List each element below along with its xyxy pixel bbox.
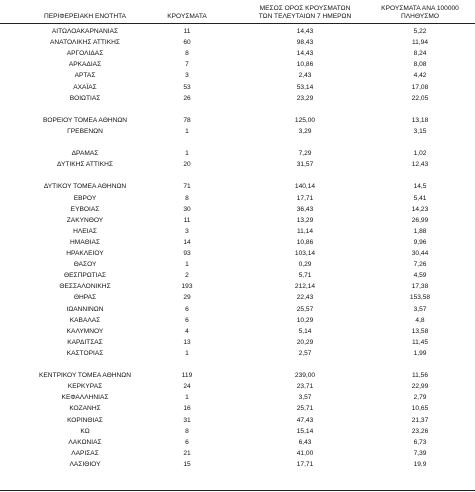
avg-cell: 10,86 [296,238,314,246]
cases-cell: 8 [185,427,189,435]
table-row [0,227,475,238]
per100k-cell: 13,58 [411,327,429,335]
avg-cell: 13,29 [296,216,314,224]
avg-cell: 25,71 [296,405,314,413]
per100k-cell: 8,24 [413,50,427,58]
avg-cell: 10,29 [296,316,314,324]
per100k-cell: 11,94 [411,39,428,47]
table-row [0,349,475,360]
avg-cell: 14,43 [296,50,314,58]
per100k-cell: 6,73 [413,438,427,446]
per100k-cell: 13,18 [411,116,429,124]
table-row [0,305,475,316]
cases-cell: 1 [185,150,189,158]
per100k-cell: 12,43 [411,161,429,169]
per100k-cell: 4,59 [413,272,427,280]
table-row [0,382,475,393]
per100k-cell: 10,65 [411,405,429,413]
cases-cell: 1 [185,127,189,135]
region-cell: ΗΡΑΚΛΕΙΟΥ [66,250,104,257]
region-cell: ΘΕΣΠΡΩΤΙΑΣ [63,272,107,280]
cases-cell: 2 [185,272,189,280]
per100k-cell: 5,41 [413,194,427,202]
region-cell: ΚΑΣΤΟΡΙΑΣ [66,349,104,357]
region-cell: ΔΥΤΙΚΗΣ ΑΤΤΙΚΗΣ [57,161,113,169]
cases-cell: 53 [183,83,191,91]
table-row [0,94,475,105]
per100k-cell: 17,08 [411,83,429,91]
table-row [0,449,475,460]
avg-cell: 0,29 [298,261,312,269]
cases-cell: 93 [183,250,191,257]
avg-cell: 212,14 [294,283,316,291]
per100k-cell: 11,45 [411,338,428,346]
region-cell: ΛΑΡΙΣΑΣ [71,449,99,457]
region-cell: ΓΡΕΒΕΝΩΝ [67,127,103,135]
cases-cell: 60 [183,39,191,47]
table-row [0,327,475,338]
region-cell: ΕΥΒΟΙΑΣ [70,205,100,213]
avg-cell: 125,00 [294,116,316,124]
cases-cell: 3 [185,72,189,80]
region-cell: ΕΒΡΟΥ [73,194,97,202]
cases-cell: 31 [183,416,191,424]
avg-cell: 3,29 [298,127,312,135]
table-row [0,127,475,138]
cases-cell: 1 [185,394,189,402]
cases-cell: 30 [183,205,191,213]
table-row [0,182,475,193]
cases-cell: 11 [183,216,191,224]
avg-cell: 31,57 [296,161,314,169]
avg-cell: 15,14 [296,427,314,435]
per100k-cell: 1,02 [413,150,427,158]
avg-cell: 2,43 [298,72,312,80]
table-row [0,338,475,349]
per100k-cell: 4,8 [415,316,425,324]
table-row [0,116,475,127]
per100k-cell: 11,56 [411,372,428,380]
cases-cell: 8 [185,50,189,58]
region-cell: ΙΩΑΝΝΙΝΩΝ [66,305,104,313]
avg-cell: 140,14 [294,183,316,191]
region-cell: ΒΟΙΩΤΙΑΣ [69,94,101,102]
per100k-cell: 7,26 [413,261,427,269]
region-cell: ΗΛΕΙΑΣ [73,227,97,235]
cases-cell: 29 [183,294,191,302]
per100k-cell: 3,57 [413,305,427,313]
region-cell: ΗΜΑΘΙΑΣ [70,238,100,246]
region-cell: ΑΙΤΩΛΟΑΚΑΡΝΑΝΙΑΣ [51,28,119,35]
region-cell: ΘΕΣΣΑΛΟΝΙΚΗΣ [59,283,111,291]
cases-cell: 13 [183,338,191,346]
avg-cell: 23,71 [296,383,314,391]
avg-cell: 103,14 [294,250,316,257]
cases-cell: 6 [185,316,189,324]
region-cell: ΛΑΣΙΘΙΟΥ [69,460,101,468]
cases-cell: 21 [183,449,191,457]
table-row [0,216,475,227]
avg-cell: 5,71 [298,272,312,280]
cases-cell: 26 [183,94,191,102]
avg-cell: 10,86 [296,61,314,69]
cases-cell: 4 [185,327,189,335]
cases-cell: 11 [183,28,191,35]
cases-cell: 6 [185,438,189,446]
per100k-cell: 14,23 [411,205,429,213]
avg-cell: 3,57 [298,394,312,402]
avg-cell: 20,29 [296,338,314,346]
region-cell: ΔΡΑΜΑΣ [71,150,99,158]
table-row [0,60,475,71]
table-row [0,71,475,82]
cases-cell: 78 [183,116,191,124]
avg-cell: 17,71 [296,460,314,468]
cases-cell: 6 [185,305,189,313]
region-cell: ΛΑΚΩΝΙΑΣ [68,438,102,446]
per100k-cell: 153,58 [409,294,431,302]
cases-cell: 8 [185,194,189,202]
header-per100k-line2: ΠΛΗΘΥΣΜΟ [401,13,439,20]
per100k-cell: 8,08 [413,61,427,69]
avg-cell: 47,43 [296,416,314,424]
table-row [0,460,475,471]
table-row [0,282,475,293]
region-cell: ΘΗΡΑΣ [73,294,97,302]
per100k-cell: 23,26 [411,427,429,435]
per100k-cell: 1,99 [413,349,427,357]
region-cell: ΚΕΝΤΡΙΚΟΥ ΤΟΜΕΑ ΑΘΗΝΩΝ [39,372,131,380]
table-row [0,316,475,327]
avg-cell: 41,00 [296,449,314,457]
region-cell: ΑΡΚΑΔΙΑΣ [68,61,102,69]
avg-cell: 7,29 [298,150,312,158]
per100k-cell: 1,88 [413,227,427,235]
header-cases: ΚΡΟΥΣΜΑΤΑ [167,13,207,20]
avg-cell: 36,43 [296,205,314,213]
region-cell: ΒΟΡΕΙΟΥ ΤΟΜΕΑ ΑΘΗΝΩΝ [42,116,128,124]
cases-cell: 71 [183,183,191,191]
table-row [0,160,475,171]
table-row [0,293,475,304]
header-region: ΠΕΡΙΦΕΡΕΙΑΚΗ ΕΝΟΤΗΤΑ [43,13,127,20]
region-cell: ΚΕΦΑΛΛΗΝΙΑΣ [61,394,109,402]
region-cell: ΑΧΑΪΑΣ [73,83,97,91]
per100k-cell: 7,39 [413,449,427,457]
table-row [0,49,475,60]
table-row [0,416,475,427]
per100k-cell: 19,9 [413,460,427,468]
per100k-cell: 22,99 [411,383,429,391]
region-cell: ΚΑΛΥΜΝΟΥ [66,327,104,335]
table-row [0,404,475,415]
region-cell: ΑΡΤΑΣ [74,72,96,80]
region-cell: ΚΑΒΑΛΑΣ [69,316,101,324]
header-avg-line1: ΜΕΣΟΣ ΟΡΟΣ ΚΡΟΥΣΜΑΤΩΝ [259,5,351,12]
avg-cell: 25,57 [296,305,314,313]
per100k-cell: 21,37 [411,416,429,424]
table-row [0,249,475,260]
cases-cell: 15 [183,460,191,468]
per100k-cell: 26,99 [411,216,429,224]
per100k-cell: 2,79 [413,394,427,402]
per100k-cell: 17,38 [411,283,429,291]
region-cell: ΖΑΚΥΝΘΟΥ [66,216,104,224]
table-row [0,238,475,249]
avg-cell: 22,43 [296,294,314,302]
table-row [0,194,475,205]
table-row [0,438,475,449]
per100k-cell: 5,22 [413,28,427,35]
table-row [0,393,475,404]
region-cell: ΔΥΤΙΚΟΥ ΤΟΜΕΑ ΑΘΗΝΩΝ [43,183,127,191]
table-row [0,83,475,94]
cases-cell: 14 [183,238,191,246]
region-cell: ΑΝΑΤΟΛΙΚΗΣ ΑΤΤΙΚΗΣ [50,39,120,47]
cases-cell: 7 [185,61,189,69]
table-row [0,38,475,49]
avg-cell: 14,43 [296,28,314,35]
avg-cell: 98,43 [296,39,314,47]
table-row [0,27,475,38]
table-row [0,371,475,382]
avg-cell: 53,14 [296,83,314,91]
region-cell: ΘΑΣΟΥ [73,261,97,269]
avg-cell: 23,29 [296,94,314,102]
avg-cell: 5,14 [298,327,312,335]
region-cell: ΚΟΖΑΝΗΣ [69,405,101,413]
bottom-rule [0,490,475,491]
per100k-cell: 4,42 [413,72,427,80]
cases-cell: 1 [185,349,189,357]
per100k-cell: 14,5 [413,183,427,191]
cases-cell: 193 [181,283,193,291]
header-per100k-line1: ΚΡΟΥΣΜΑΤΑ ΑΝΑ 100000 [381,5,459,12]
region-cell: ΚΕΡΚΥΡΑΣ [67,383,103,391]
region-cell: ΚΩ [80,427,90,435]
per100k-cell: 3,15 [413,127,427,135]
per100k-cell: 9,96 [413,238,427,246]
table-row [0,149,475,160]
per100k-cell: 22,05 [411,94,429,102]
cases-cell: 24 [183,383,191,391]
cases-cell: 119 [181,372,193,380]
per100k-cell: 30,44 [411,250,429,257]
table-row [0,271,475,282]
cases-cell: 3 [185,227,189,235]
table-row [0,260,475,271]
region-cell: ΑΡΓΟΛΙΔΑΣ [66,50,104,58]
header-avg-line2: ΤΩΝ ΤΕΛΕΥΤΑΙΩΝ 7 ΗΜΕΡΩΝ [258,13,352,20]
cases-cell: 16 [183,405,191,413]
header-rule [0,23,475,24]
avg-cell: 2,57 [298,349,312,357]
avg-cell: 239,00 [294,372,316,380]
region-cell: ΚΟΡΙΝΘΙΑΣ [67,416,103,424]
table-row [0,427,475,438]
avg-cell: 17,71 [296,194,314,202]
cases-cell: 20 [183,161,191,169]
table-row [0,205,475,216]
cases-cell: 1 [185,261,189,269]
avg-cell: 6,43 [298,438,312,446]
avg-cell: 11,14 [296,227,313,235]
region-cell: ΚΑΡΔΙΤΣΑΣ [67,338,103,346]
